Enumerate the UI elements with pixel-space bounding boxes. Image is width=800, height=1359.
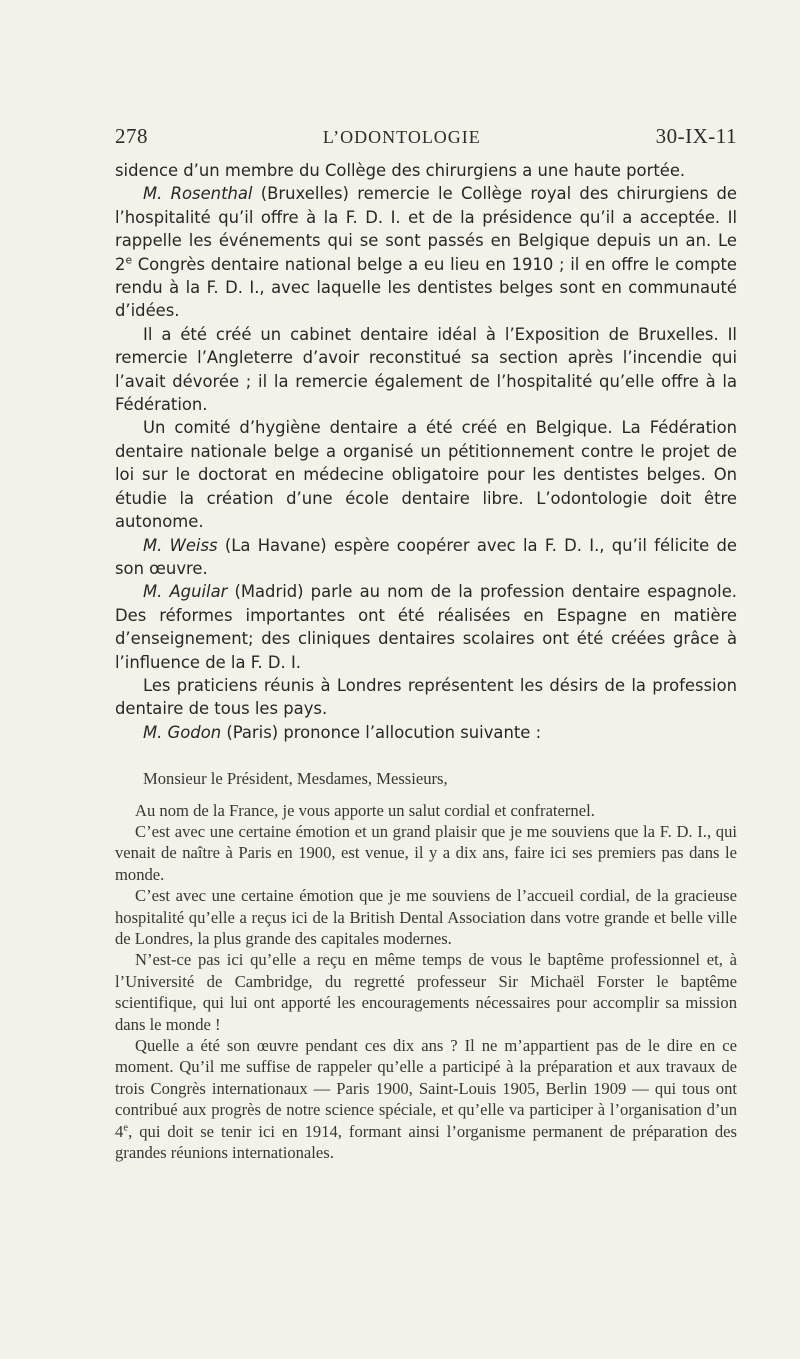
para-text: Un comité d’hygiène dentaire a été créé en Belgique. La Fédération dentaire nationale belge a organisé un pétitionnement contre le projet de loi sur le doctorat en médecine obligatoire pour les dentistes belges. On étudie la création d’une école dentaire libre. L’odontologie doit être autonome. [115,418,737,532]
para-aguilar [115,580,737,674]
para-text: , qui doit se tenir ici en 1914, formant ainsi l’organisme permanent de préparation des grandes réunions internationales. [115,1121,737,1163]
para-comite [115,416,737,533]
speech-body [115,768,737,1163]
journal-title: L’ODONTOLOGIE [322,127,481,147]
superscript: e [125,253,132,267]
para-text: Il a été créé un cabinet dentaire idéal à l’Exposition de Bruxelles. Il remercie l’Angleterre d’avoir reconstitué sa section après l’incendie qui l’avait dévorée ; il la remercie également de l’hospitalité qu’elle offre à la Fédération. [115,324,737,415]
para-continuation [115,159,737,182]
para-text: (Bruxelles) remercie le Collège royal des chirurgiens de l’hospitalité qu’il offre à la F. D. I. et de la présidence qu’il a acceptée. Il rappelle les événements qui se sont passés en Belgique depuis un an. Le 2 [115,184,738,274]
issue-date: 30-IX-11 [655,124,737,148]
superscript: e [123,1121,129,1134]
para-weiss [115,534,737,581]
speech-paragraph: C’est avec une certaine émotion et un grand plaisir que je me souviens que la F. D. I., qui venait de naître à Paris en 1900, est venue, il y a dix ans, faire ici ses premiers pas dans le monde. [115,821,737,884]
para-praticiens [115,674,737,721]
document-page [115,124,737,1163]
para-text: Congrès dentaire national belge a eu lieu en 1910 ; il en offre le compte rendu à la F. D. I., avec laquelle les dentistes belges sont en communauté d’idées. [115,254,737,321]
speech-paragraph: N’est-ce pas ici qu’elle a reçu en même temps de vous le baptême professionnel et, à l’Université de Cambridge, du regretté professeur Sir Michaël Forster le baptême scientifique, qui lui ont apporté les encouragements nécessaires pour accomplir sa mission dans le monde ! [115,950,737,1034]
speech-paragraph: Au nom de la France, je vous apporte un salut cordial et confraternel. [135,800,595,820]
para-cabinet [115,323,737,417]
para-text: (La Havane) espère coopérer avec la F. D. I., qu’il félicite de son œuvre. [115,535,737,578]
para-godon [115,721,737,744]
para-text: (Madrid) parle au nom de la profession dentaire espagnole. Des réformes importantes ont été réalisées en Espagne en matière d’enseignement; des cliniques dentaires scolaires ont été créées grâce à l’influence de la F. D. I. [115,582,737,672]
page-number: 278 [115,124,148,148]
para-text: Quelle a été son œuvre pendant ces dix ans ? Il ne m’appartient pas de le dire en ce moment. Qu’il me suffise de rappeler qu’elle a participé à la préparation et aux travaux de trois Congrès internationaux — Paris 1900, Saint-Louis 1905, Berlin 1909 — qui tous ont contribué aux progrès de notre science spéciale, et qu’elle va participer à l’organisation d’un 4 [115,1036,737,1141]
speaker-name: M. Rosenthal [143,184,253,204]
para-rosenthal [115,182,737,322]
speaker-name: M. Weiss [143,535,218,555]
running-head [115,124,737,149]
para-text: (Paris) prononce l’allocution suivante : [221,722,542,742]
para-text: sidence d’un membre du Collège des chirurgiens a une haute portée. [115,161,686,180]
para-text: Les praticiens réunis à Londres représentent les désirs de la profession dentaire de tous les pays. [115,675,737,719]
speaker-name: M. Aguilar [143,582,228,602]
speech-paragraph [115,1035,737,1163]
speech-salutation: Monsieur le Président, Mesdames, Messieurs, [143,769,448,789]
speech-paragraph: C’est avec une certaine émotion que je me souviens de l’accueil cordial, de la gracieuse hospitalité qu’elle a reçus ici de la British Dental Association dans votre grande et belle ville de Londres, la plus grande des capitales modernes. [115,886,737,948]
speaker-name: M. Godon [143,722,222,742]
minutes-body [115,159,737,744]
